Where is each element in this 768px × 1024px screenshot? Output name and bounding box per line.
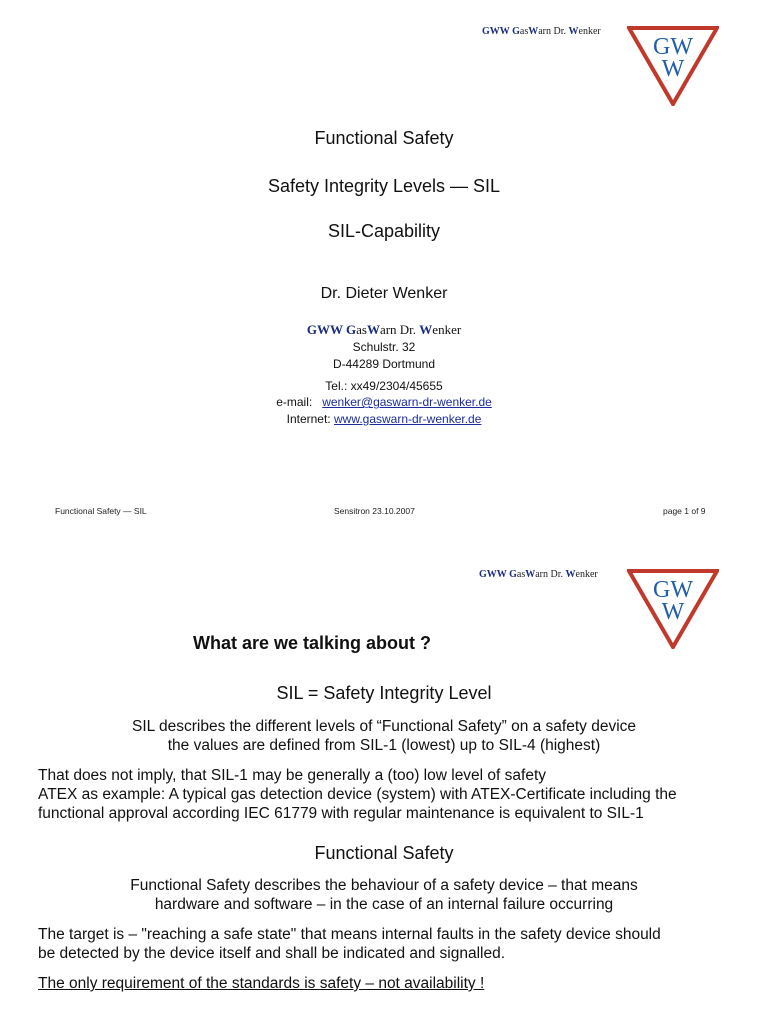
internet-label: Internet: — [286, 412, 331, 426]
logo-text-bottom: W — [661, 599, 685, 625]
address-internet-row — [0, 412, 768, 426]
address-tel: Tel.: xx49/2304/45655 — [325, 379, 443, 393]
slide-2 — [0, 545, 768, 1024]
logo-text-bottom: W — [661, 56, 685, 82]
email-label: e-mail: — [276, 395, 313, 409]
sil-description: SIL describes the different levels of “Functional Safety” on a safety device the values are defined from SIL-1 (lowest) up to SIL-4 (highest) — [131, 718, 637, 754]
author: Dr. Dieter Wenker — [320, 285, 448, 302]
requirement-statement: The only requirement of the standards is safety – not availability ! — [38, 975, 485, 992]
title: Functional Safety — [314, 128, 454, 148]
footer-center: Sensitron 23.10.2007 — [334, 506, 415, 516]
gww-logo — [627, 569, 719, 649]
sil-definition: SIL = Safety Integrity Level — [276, 683, 492, 703]
gww-logo — [627, 26, 719, 106]
address-city: D-44289 Dortmund — [332, 357, 436, 371]
target-paragraph: The target is – "reaching a safe state" that means internal faults in the safety device should be detected by the device itself and shall be indicated and signalled. — [38, 926, 661, 962]
footer-left: Functional Safety — SIL — [55, 506, 147, 516]
functional-safety-heading: Functional Safety — [314, 843, 454, 863]
capability: SIL-Capability — [327, 221, 441, 241]
brand-header: GWW GasWarn Dr. Wenker — [482, 26, 601, 37]
functional-safety-description: Functional Safety describes the behaviour of a safety device – that means hardware and software – in the case of an internal failure occurring — [130, 877, 638, 913]
subtitle: Safety Integrity Levels — SIL — [267, 176, 501, 196]
internet-link[interactable]: www.gaswarn-dr-wenker.de — [333, 412, 482, 426]
brand-header: GWW GasWarn Dr. Wenker — [479, 569, 598, 580]
address-email-row — [0, 395, 768, 409]
sil-note: That does not imply, that SIL-1 may be generally a (too) low level of safety ATEX as example: A typical gas detection device (system) with ATEX-Certificate including the functional approval according IEC 61779 with regular maintenance is equivalent to SIL-1 — [38, 767, 677, 822]
slide-heading: What are we talking about ? — [193, 633, 432, 653]
address-company: GWW GasWarn Dr. Wenker — [306, 322, 462, 337]
address-street: Schulstr. 32 — [352, 340, 416, 354]
logo-text-top: GW — [653, 577, 693, 603]
logo-text-top: GW — [653, 34, 693, 60]
email-link[interactable]: wenker@gaswarn-dr-wenker.de — [322, 395, 492, 409]
footer-page: page 1 of 9 — [663, 506, 706, 516]
